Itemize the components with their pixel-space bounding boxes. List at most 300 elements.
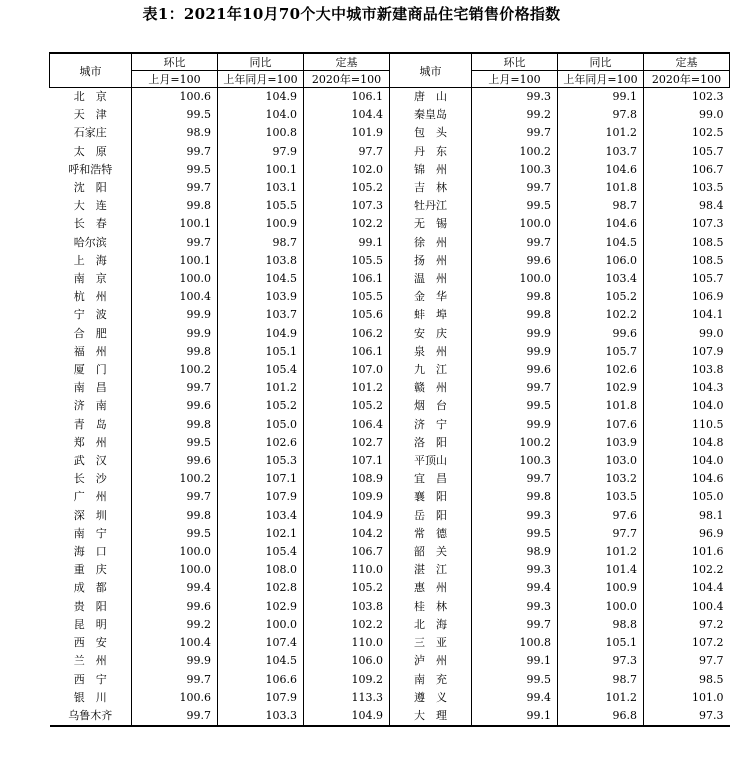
fixed-cell: 110.0 xyxy=(304,561,390,579)
city-cell: 三 亚 xyxy=(390,634,472,652)
city-cell: 烟 台 xyxy=(390,397,472,415)
city-cell: 韶 关 xyxy=(390,543,472,561)
table-row xyxy=(50,161,730,179)
yoy-cell: 101.4 xyxy=(558,561,644,579)
city-cell: 惠 州 xyxy=(390,579,472,597)
fixed-cell: 108.5 xyxy=(644,252,730,270)
mom-cell: 100.2 xyxy=(472,143,558,161)
mom-cell: 99.7 xyxy=(472,379,558,397)
table-row xyxy=(50,106,730,124)
mom-cell: 99.7 xyxy=(472,616,558,634)
city-cell: 桂 林 xyxy=(390,598,472,616)
mom-cell: 99.7 xyxy=(472,124,558,142)
fixed-cell: 106.1 xyxy=(304,343,390,361)
yoy-base-right: 上年同月=100 xyxy=(558,71,644,88)
table-row xyxy=(50,288,730,306)
table-body xyxy=(50,88,730,727)
fixed-cell: 103.8 xyxy=(304,598,390,616)
yoy-cell: 101.2 xyxy=(558,689,644,707)
mom-cell: 99.5 xyxy=(132,434,218,452)
fixed-cell: 107.3 xyxy=(304,197,390,215)
city-cell: 南 京 xyxy=(73,272,107,286)
table-row xyxy=(50,434,730,452)
city-cell: 遵 义 xyxy=(390,689,472,707)
fixed-header-right: 定基 xyxy=(644,53,730,71)
mom-cell: 99.9 xyxy=(132,306,218,324)
yoy-cell: 104.9 xyxy=(218,325,304,343)
city-cell: 广 州 xyxy=(73,490,107,504)
yoy-cell: 102.2 xyxy=(558,306,644,324)
city-cell: 金 华 xyxy=(390,288,472,306)
yoy-cell: 102.6 xyxy=(218,434,304,452)
fixed-cell: 99.0 xyxy=(644,325,730,343)
city-cell: 九 江 xyxy=(390,361,472,379)
yoy-cell: 103.1 xyxy=(218,179,304,197)
fixed-base-left: 2020年=100 xyxy=(304,71,390,88)
yoy-cell: 100.0 xyxy=(558,598,644,616)
yoy-cell: 100.8 xyxy=(218,124,304,142)
fixed-cell: 103.8 xyxy=(644,361,730,379)
mom-cell: 99.7 xyxy=(472,179,558,197)
yoy-cell: 102.1 xyxy=(218,525,304,543)
mom-base-right: 上月=100 xyxy=(472,71,558,88)
mom-cell: 100.0 xyxy=(132,561,218,579)
mom-cell: 99.7 xyxy=(472,234,558,252)
city-cell: 徐 州 xyxy=(390,234,472,252)
mom-cell: 98.9 xyxy=(132,124,218,142)
city-cell: 襄 阳 xyxy=(390,488,472,506)
fixed-cell: 104.1 xyxy=(644,306,730,324)
yoy-cell: 107.4 xyxy=(218,634,304,652)
fixed-cell: 106.2 xyxy=(304,325,390,343)
yoy-cell: 101.8 xyxy=(558,397,644,415)
city-cell: 合 肥 xyxy=(73,326,107,340)
mom-cell: 99.5 xyxy=(132,106,218,124)
mom-cell: 99.1 xyxy=(472,707,558,726)
fixed-cell: 98.4 xyxy=(644,197,730,215)
table-row xyxy=(50,306,730,324)
city-cell: 重 庆 xyxy=(73,563,107,577)
yoy-cell: 102.6 xyxy=(558,361,644,379)
city-cell: 杭 州 xyxy=(73,290,107,304)
city-cell: 西 安 xyxy=(73,636,107,650)
mom-cell: 99.5 xyxy=(132,525,218,543)
mom-cell: 100.1 xyxy=(132,252,218,270)
city-cell: 沈 阳 xyxy=(73,181,107,195)
city-cell: 深 圳 xyxy=(73,508,107,522)
city-cell: 昆 明 xyxy=(73,617,107,631)
mom-cell: 100.1 xyxy=(132,215,218,233)
city-cell: 大 连 xyxy=(73,199,107,213)
yoy-cell: 97.9 xyxy=(218,143,304,161)
fixed-cell: 105.0 xyxy=(644,488,730,506)
city-cell: 长 春 xyxy=(73,217,107,231)
yoy-cell: 104.5 xyxy=(218,652,304,670)
fixed-cell: 110.0 xyxy=(304,634,390,652)
fixed-cell: 102.5 xyxy=(644,124,730,142)
mom-cell: 99.7 xyxy=(132,179,218,197)
fixed-cell: 104.0 xyxy=(644,397,730,415)
mom-cell: 99.8 xyxy=(132,416,218,434)
city-cell: 北 海 xyxy=(390,616,472,634)
city-cell: 天 津 xyxy=(73,108,107,122)
mom-cell: 99.9 xyxy=(472,416,558,434)
city-cell: 海 口 xyxy=(73,545,107,559)
fixed-cell: 105.7 xyxy=(644,143,730,161)
table-row xyxy=(50,561,730,579)
table-row xyxy=(50,361,730,379)
mom-cell: 99.5 xyxy=(472,525,558,543)
yoy-cell: 104.5 xyxy=(558,234,644,252)
city-cell: 包 头 xyxy=(390,124,472,142)
price-index-table xyxy=(49,52,730,727)
yoy-cell: 106.0 xyxy=(558,252,644,270)
city-cell: 宜 昌 xyxy=(390,470,472,488)
fixed-cell: 97.3 xyxy=(644,707,730,726)
mom-cell: 100.0 xyxy=(132,270,218,288)
fixed-cell: 97.7 xyxy=(304,143,390,161)
mom-cell: 100.3 xyxy=(472,452,558,470)
mom-cell: 99.9 xyxy=(132,652,218,670)
city-cell: 济 南 xyxy=(73,399,107,413)
city-header-left: 城市 xyxy=(50,53,132,88)
city-cell: 锦 州 xyxy=(390,161,472,179)
fixed-cell: 110.5 xyxy=(644,416,730,434)
yoy-cell: 107.9 xyxy=(218,488,304,506)
fixed-cell: 103.5 xyxy=(644,179,730,197)
yoy-cell: 98.7 xyxy=(218,234,304,252)
mom-cell: 99.8 xyxy=(132,507,218,525)
table-row xyxy=(50,525,730,543)
yoy-cell: 99.6 xyxy=(558,325,644,343)
yoy-cell: 104.0 xyxy=(218,106,304,124)
table-header xyxy=(50,53,730,88)
table-row xyxy=(50,325,730,343)
price-index-table-container xyxy=(49,52,724,727)
fixed-cell: 101.0 xyxy=(644,689,730,707)
fixed-cell: 104.6 xyxy=(644,470,730,488)
fixed-cell: 107.1 xyxy=(304,452,390,470)
fixed-cell: 102.0 xyxy=(304,161,390,179)
fixed-cell: 102.2 xyxy=(304,616,390,634)
yoy-cell: 97.7 xyxy=(558,525,644,543)
fixed-cell: 100.4 xyxy=(644,598,730,616)
table-row xyxy=(50,215,730,233)
city-cell: 南 昌 xyxy=(73,381,107,395)
yoy-cell: 105.0 xyxy=(218,416,304,434)
fixed-cell: 97.7 xyxy=(644,652,730,670)
table-row xyxy=(50,707,730,726)
fixed-cell: 96.9 xyxy=(644,525,730,543)
city-cell: 泉 州 xyxy=(390,343,472,361)
fixed-cell: 104.4 xyxy=(304,106,390,124)
mom-cell: 100.2 xyxy=(472,434,558,452)
yoy-cell: 103.7 xyxy=(558,143,644,161)
yoy-cell: 103.5 xyxy=(558,488,644,506)
mom-cell: 99.7 xyxy=(132,143,218,161)
city-cell: 安 庆 xyxy=(390,325,472,343)
yoy-cell: 103.7 xyxy=(218,306,304,324)
table-row xyxy=(50,579,730,597)
mom-cell: 99.8 xyxy=(132,197,218,215)
yoy-base-left: 上年同月=100 xyxy=(218,71,304,88)
fixed-cell: 106.1 xyxy=(304,270,390,288)
mom-cell: 99.7 xyxy=(132,671,218,689)
fixed-cell: 106.4 xyxy=(304,416,390,434)
mom-cell: 99.8 xyxy=(472,288,558,306)
mom-cell: 99.3 xyxy=(472,88,558,107)
table-row xyxy=(50,507,730,525)
fixed-header-left: 定基 xyxy=(304,53,390,71)
mom-cell: 99.6 xyxy=(472,361,558,379)
city-cell: 大 理 xyxy=(390,707,472,726)
fixed-cell: 102.7 xyxy=(304,434,390,452)
yoy-cell: 103.9 xyxy=(218,288,304,306)
mom-cell: 100.2 xyxy=(132,470,218,488)
fixed-cell: 101.9 xyxy=(304,124,390,142)
fixed-cell: 104.2 xyxy=(304,525,390,543)
city-cell: 贵 阳 xyxy=(73,599,107,613)
fixed-cell: 106.0 xyxy=(304,652,390,670)
yoy-cell: 102.9 xyxy=(218,598,304,616)
city-cell: 牡丹江 xyxy=(390,197,472,215)
fixed-cell: 98.5 xyxy=(644,671,730,689)
fixed-cell: 104.4 xyxy=(644,579,730,597)
fixed-cell: 101.2 xyxy=(304,379,390,397)
yoy-cell: 105.1 xyxy=(218,343,304,361)
yoy-cell: 107.9 xyxy=(218,689,304,707)
table-row xyxy=(50,452,730,470)
city-cell: 南 充 xyxy=(390,671,472,689)
fixed-cell: 107.9 xyxy=(644,343,730,361)
city-cell: 赣 州 xyxy=(390,379,472,397)
mom-cell: 100.2 xyxy=(132,361,218,379)
table-row xyxy=(50,179,730,197)
yoy-cell: 104.6 xyxy=(558,215,644,233)
mom-cell: 99.7 xyxy=(132,234,218,252)
mom-cell: 100.4 xyxy=(132,288,218,306)
city-cell: 无 锡 xyxy=(390,215,472,233)
yoy-cell: 103.4 xyxy=(558,270,644,288)
yoy-cell: 97.6 xyxy=(558,507,644,525)
city-cell: 青 岛 xyxy=(73,417,107,431)
mom-cell: 99.7 xyxy=(132,707,218,726)
fixed-cell: 109.9 xyxy=(304,488,390,506)
fixed-cell: 104.0 xyxy=(644,452,730,470)
table-row xyxy=(50,634,730,652)
city-cell: 南 宁 xyxy=(73,526,107,540)
city-cell: 温 州 xyxy=(390,270,472,288)
table-row xyxy=(50,124,730,142)
mom-cell: 99.4 xyxy=(132,579,218,597)
city-cell: 太 原 xyxy=(73,144,107,158)
mom-cell: 99.6 xyxy=(472,252,558,270)
city-cell: 秦皇岛 xyxy=(390,106,472,124)
table-row xyxy=(50,197,730,215)
city-cell: 平顶山 xyxy=(390,452,472,470)
fixed-cell: 102.2 xyxy=(304,215,390,233)
yoy-cell: 100.0 xyxy=(218,616,304,634)
fixed-cell: 104.9 xyxy=(304,707,390,726)
table-row xyxy=(50,652,730,670)
yoy-cell: 104.9 xyxy=(218,88,304,107)
fixed-cell: 106.7 xyxy=(304,543,390,561)
city-cell: 哈尔滨 xyxy=(73,235,107,249)
city-cell: 乌鲁木齐 xyxy=(50,707,132,726)
table-row xyxy=(50,488,730,506)
yoy-cell: 99.1 xyxy=(558,88,644,107)
city-header-right: 城市 xyxy=(390,53,472,88)
table-title: 表1：2021年10月70个大中城市新建商品住宅销售价格指数 xyxy=(142,5,561,23)
yoy-cell: 105.2 xyxy=(558,288,644,306)
mom-cell: 99.6 xyxy=(132,397,218,415)
yoy-cell: 98.8 xyxy=(558,616,644,634)
yoy-cell: 100.9 xyxy=(218,215,304,233)
city-cell: 兰 州 xyxy=(73,654,107,668)
yoy-cell: 107.1 xyxy=(218,470,304,488)
yoy-cell: 107.6 xyxy=(558,416,644,434)
city-cell: 洛 阳 xyxy=(390,434,472,452)
yoy-cell: 105.4 xyxy=(218,361,304,379)
city-cell: 唐 山 xyxy=(390,88,472,107)
yoy-cell: 97.3 xyxy=(558,652,644,670)
fixed-cell: 106.7 xyxy=(644,161,730,179)
city-cell: 北 京 xyxy=(73,90,107,103)
yoy-cell: 98.7 xyxy=(558,671,644,689)
mom-cell: 100.8 xyxy=(472,634,558,652)
mom-cell: 100.0 xyxy=(472,215,558,233)
yoy-cell: 101.8 xyxy=(558,179,644,197)
mom-header-left: 环比 xyxy=(132,53,218,71)
mom-cell: 100.6 xyxy=(132,689,218,707)
fixed-base-right: 2020年=100 xyxy=(644,71,730,88)
fixed-cell: 99.1 xyxy=(304,234,390,252)
mom-cell: 99.2 xyxy=(132,616,218,634)
city-cell: 蚌 埠 xyxy=(390,306,472,324)
yoy-cell: 101.2 xyxy=(558,124,644,142)
mom-cell: 99.1 xyxy=(472,652,558,670)
city-cell: 武 汉 xyxy=(73,454,107,468)
yoy-cell: 105.4 xyxy=(218,543,304,561)
city-cell: 呼和浩特 xyxy=(68,162,113,176)
mom-cell: 99.5 xyxy=(472,671,558,689)
table-row xyxy=(50,234,730,252)
fixed-cell: 107.2 xyxy=(644,634,730,652)
mom-cell: 100.6 xyxy=(132,88,218,107)
mom-cell: 99.6 xyxy=(132,598,218,616)
fixed-cell: 107.3 xyxy=(644,215,730,233)
city-cell: 厦 门 xyxy=(73,363,107,377)
yoy-cell: 105.5 xyxy=(218,197,304,215)
fixed-cell: 105.5 xyxy=(304,288,390,306)
fixed-cell: 105.2 xyxy=(304,397,390,415)
fixed-cell: 106.1 xyxy=(304,88,390,107)
city-cell: 丹 东 xyxy=(390,143,472,161)
table-row xyxy=(50,470,730,488)
yoy-cell: 103.2 xyxy=(558,470,644,488)
fixed-cell: 102.3 xyxy=(644,88,730,107)
city-cell: 济 宁 xyxy=(390,416,472,434)
mom-cell: 99.2 xyxy=(472,106,558,124)
yoy-cell: 105.3 xyxy=(218,452,304,470)
mom-cell: 98.9 xyxy=(472,543,558,561)
mom-cell: 99.9 xyxy=(472,343,558,361)
city-cell: 郑 州 xyxy=(73,435,107,449)
mom-cell: 99.4 xyxy=(472,689,558,707)
yoy-cell: 103.8 xyxy=(218,252,304,270)
fixed-cell: 105.7 xyxy=(644,270,730,288)
mom-cell: 99.3 xyxy=(472,507,558,525)
table-row xyxy=(50,252,730,270)
table-row xyxy=(50,598,730,616)
yoy-cell: 105.2 xyxy=(218,397,304,415)
mom-cell: 99.9 xyxy=(472,325,558,343)
city-cell: 福 州 xyxy=(73,344,107,358)
mom-cell: 99.8 xyxy=(472,306,558,324)
mom-cell: 99.8 xyxy=(472,488,558,506)
city-cell: 石家庄 xyxy=(73,126,107,140)
yoy-cell: 102.8 xyxy=(218,579,304,597)
mom-cell: 99.7 xyxy=(472,470,558,488)
yoy-cell: 96.8 xyxy=(558,707,644,726)
fixed-cell: 105.2 xyxy=(304,579,390,597)
mom-cell: 99.9 xyxy=(132,325,218,343)
fixed-cell: 101.6 xyxy=(644,543,730,561)
city-cell: 西 宁 xyxy=(73,672,107,686)
table-row xyxy=(50,616,730,634)
yoy-cell: 103.4 xyxy=(218,507,304,525)
mom-cell: 100.0 xyxy=(472,270,558,288)
city-cell: 常 德 xyxy=(390,525,472,543)
mom-cell: 99.3 xyxy=(472,598,558,616)
yoy-header-left: 同比 xyxy=(218,53,304,71)
table-row xyxy=(50,689,730,707)
mom-cell: 99.5 xyxy=(472,397,558,415)
city-cell: 银 川 xyxy=(73,690,107,704)
fixed-cell: 97.2 xyxy=(644,616,730,634)
mom-header-right: 环比 xyxy=(472,53,558,71)
city-cell: 上 海 xyxy=(73,253,107,267)
mom-cell: 99.7 xyxy=(132,379,218,397)
mom-cell: 99.3 xyxy=(472,561,558,579)
yoy-cell: 100.9 xyxy=(558,579,644,597)
city-cell: 宁 波 xyxy=(73,308,107,322)
yoy-cell: 97.8 xyxy=(558,106,644,124)
yoy-cell: 102.9 xyxy=(558,379,644,397)
city-cell: 吉 林 xyxy=(390,179,472,197)
fixed-cell: 105.6 xyxy=(304,306,390,324)
mom-cell: 100.0 xyxy=(132,543,218,561)
fixed-cell: 104.8 xyxy=(644,434,730,452)
mom-cell: 100.4 xyxy=(132,634,218,652)
yoy-cell: 104.5 xyxy=(218,270,304,288)
fixed-cell: 109.2 xyxy=(304,671,390,689)
fixed-cell: 107.0 xyxy=(304,361,390,379)
yoy-cell: 103.0 xyxy=(558,452,644,470)
fixed-cell: 104.9 xyxy=(304,507,390,525)
fixed-cell: 102.2 xyxy=(644,561,730,579)
table-row xyxy=(50,343,730,361)
fixed-cell: 113.3 xyxy=(304,689,390,707)
fixed-cell: 105.5 xyxy=(304,252,390,270)
yoy-cell: 104.6 xyxy=(558,161,644,179)
mom-base-left: 上月=100 xyxy=(132,71,218,88)
yoy-cell: 103.3 xyxy=(218,707,304,726)
fixed-cell: 108.5 xyxy=(644,234,730,252)
table-row xyxy=(50,88,730,107)
city-cell: 泸 州 xyxy=(390,652,472,670)
fixed-cell: 106.9 xyxy=(644,288,730,306)
